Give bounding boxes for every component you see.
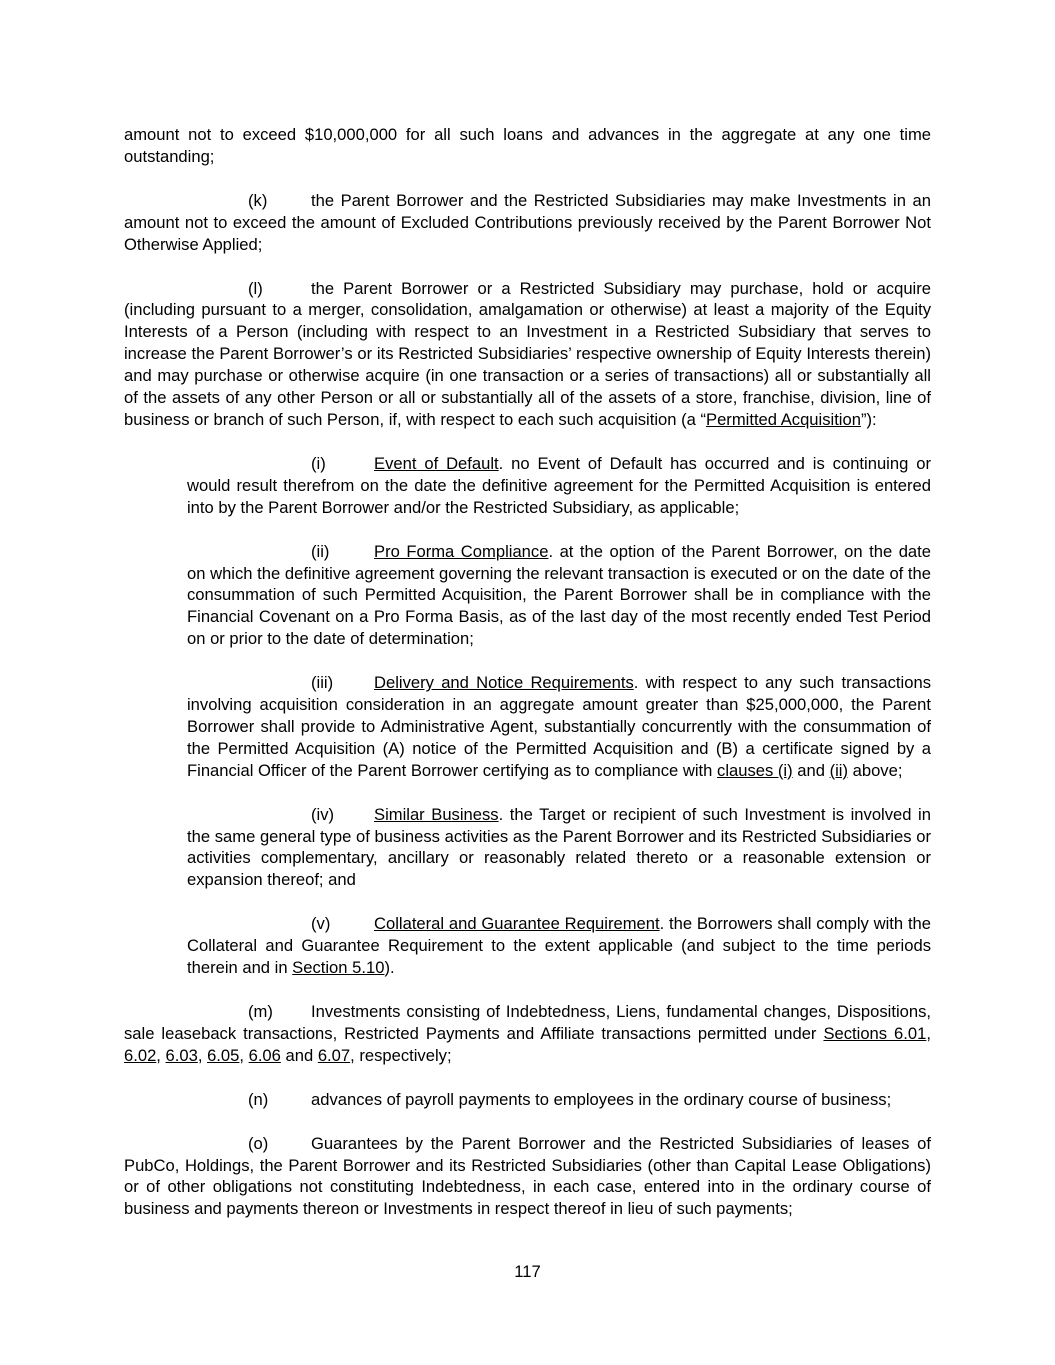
- clause-l-ii-heading: Pro Forma Compliance: [374, 541, 549, 561]
- continuation-text: amount not to exceed $10,000,000 for all such loans and advances in the aggregate at any one time outstanding;: [124, 125, 931, 166]
- clause-n-text: advances of payroll payments to employees in the ordinary course of business;: [311, 1089, 892, 1109]
- clause-l-iii-tail: above;: [848, 760, 903, 780]
- clause-l-ii-text: . at the option of the Parent Borrower, on the date on which the definitive agreement governing the relevant transaction is executed or on the date of the consummation of such Permitted Acquisition, the Parent Borrower shall be in compliance with the Financial Covenant on a Pro Forma Basis, as of the last day of the most recently ended Test Period on or prior to the date of determination;: [187, 541, 931, 649]
- clause-m-label: (m): [248, 1002, 273, 1021]
- clause-l-i-text: . no Event of Default has occurred and is continuing or would result therefrom on the date the definitive agreement for the Permitted Acquisition is entered into by the Parent Borrower and/or the Restricted Subsidiary, as applicable;: [187, 453, 931, 517]
- clause-m: [124, 1001, 931, 1067]
- clause-l-label: (l): [248, 278, 263, 298]
- clause-n-label: (n): [248, 1089, 269, 1109]
- clause-l-iii-label: (iii): [311, 673, 334, 693]
- cross-reference-section-6-03: 6.03: [165, 1045, 198, 1065]
- cross-reference-section-5-10: Section 5.10: [292, 958, 385, 978]
- separator: and: [280, 1045, 318, 1065]
- clause-l-iii-and: and: [792, 760, 830, 780]
- clause-l-iv-text: . the Target or recipient of such Investment is involved in the same general type of business activities as the Parent Borrower and its Restricted Subsidiaries or activities complementary, ancillary or reasonably related thereto or a reasonable extension or expansion thereof; and: [187, 804, 931, 890]
- separator: ,: [197, 1045, 208, 1065]
- cross-reference-clauses-i: clauses (i): [717, 760, 793, 780]
- clause-l-v-tail: ).: [384, 958, 395, 978]
- clause-l-ii-label: (ii): [311, 541, 330, 561]
- clause-k-text: the Parent Borrower and the Restricted Subsidiaries may make Investments in an amount not to exceed the amount of Excluded Contributions previously received by the Parent Borrower Not Otherwise Applied;: [124, 190, 931, 254]
- defined-term-permitted-acquisition: Permitted Acquisition: [706, 409, 861, 429]
- cross-reference-section-6-05: 6.05: [207, 1045, 240, 1065]
- clause-l-i: [187, 453, 931, 519]
- cross-reference-section-6-01: Sections 6.01: [823, 1023, 927, 1043]
- separator: ,: [239, 1045, 249, 1065]
- clause-l-v-text: . the Borrowers shall comply with the Collateral and Guarantee Requirement to the extent applicable (and subject to the time periods therein and in: [187, 914, 932, 978]
- clause-l-iv-label: (iv): [311, 804, 335, 824]
- clause-l-v-label: (v): [311, 914, 331, 934]
- clause-l-iv: [187, 804, 931, 892]
- clause-k: [124, 190, 931, 256]
- clause-l-i-label: (i): [311, 453, 326, 473]
- clause-o: [124, 1133, 931, 1221]
- clause-l-text: the Parent Borrower or a Restricted Subsidiary may purchase, hold or acquire (including pursuant to a merger, consolidation, amalgamation or otherwise) at least a majority of the Equity Interests of a Person (including with respect to an Investment in a Restricted Subsidiary that serves to increase the Parent Borrower’s or its Restricted Subsidiaries’ respective ownership of Equity Interests therein) and may purchase or otherwise acquire (in one transaction or a series of transactions) all or substantially all of the assets of any other Person or all or substantially all of the assets of a store, franchise, division, line of business or branch of such Person, if, with respect to each such acquisition (a “: [124, 278, 931, 429]
- clause-l: [124, 278, 931, 431]
- cross-reference-section-6-06: 6.06: [248, 1045, 281, 1065]
- cross-reference-section-6-02: 6.02: [124, 1045, 157, 1065]
- cross-reference-clause-ii: (ii): [829, 760, 848, 780]
- clause-m-text: Investments consisting of Indebtedness, Liens, fundamental changes, Dispositions, sale leaseback transactions, Restricted Payments and Affiliate transactions permitted under: [124, 1002, 931, 1043]
- separator: ,: [156, 1045, 166, 1065]
- clause-o-label: (o): [248, 1133, 269, 1153]
- continuation-paragraph: [124, 124, 931, 168]
- document-body: [124, 124, 931, 1220]
- separator: ,: [926, 1023, 931, 1043]
- clause-o-text: Guarantees by the Parent Borrower and the Restricted Subsidiaries of leases of PubCo, Holdings, the Parent Borrower and its Restricted Subsidiaries (other than Capital Lease Obligations) or of other obligations not constituting Indebtedness, in each case, entered into in the ordinary course of business and payments thereon or Investments in respect thereof in lieu of such payments;: [124, 1133, 931, 1219]
- clause-m-tail: , respectively;: [350, 1045, 452, 1065]
- clause-l-ii: [187, 541, 931, 651]
- clause-l-iii-heading: Delivery and Notice Requirements: [374, 673, 634, 693]
- clause-l-text-end: ”):: [860, 409, 877, 429]
- clause-l-i-heading: Event of Default: [374, 453, 499, 473]
- clause-k-label: (k): [248, 190, 268, 210]
- clause-n: [124, 1089, 931, 1111]
- clause-l-v: [187, 913, 931, 979]
- clause-l-iii-text: . with respect to any such transactions involving acquisition consideration in an aggregate amount greater than $25,000,000, the Parent Borrower shall provide to Administrative Agent, substantially concurrently with the consummation of the Permitted Acquisition (A) notice of the Permitted Acquisition and (B) a certificate signed by a Financial Officer of the Parent Borrower certifying as to compliance with: [187, 673, 931, 780]
- clause-l-iii: [187, 672, 931, 782]
- clause-l-iv-heading: Similar Business: [374, 804, 499, 824]
- clause-l-v-heading: Collateral and Guarantee Requirement: [374, 914, 660, 934]
- page-number: 117: [514, 1262, 541, 1281]
- cross-reference-section-6-07: 6.07: [317, 1045, 351, 1065]
